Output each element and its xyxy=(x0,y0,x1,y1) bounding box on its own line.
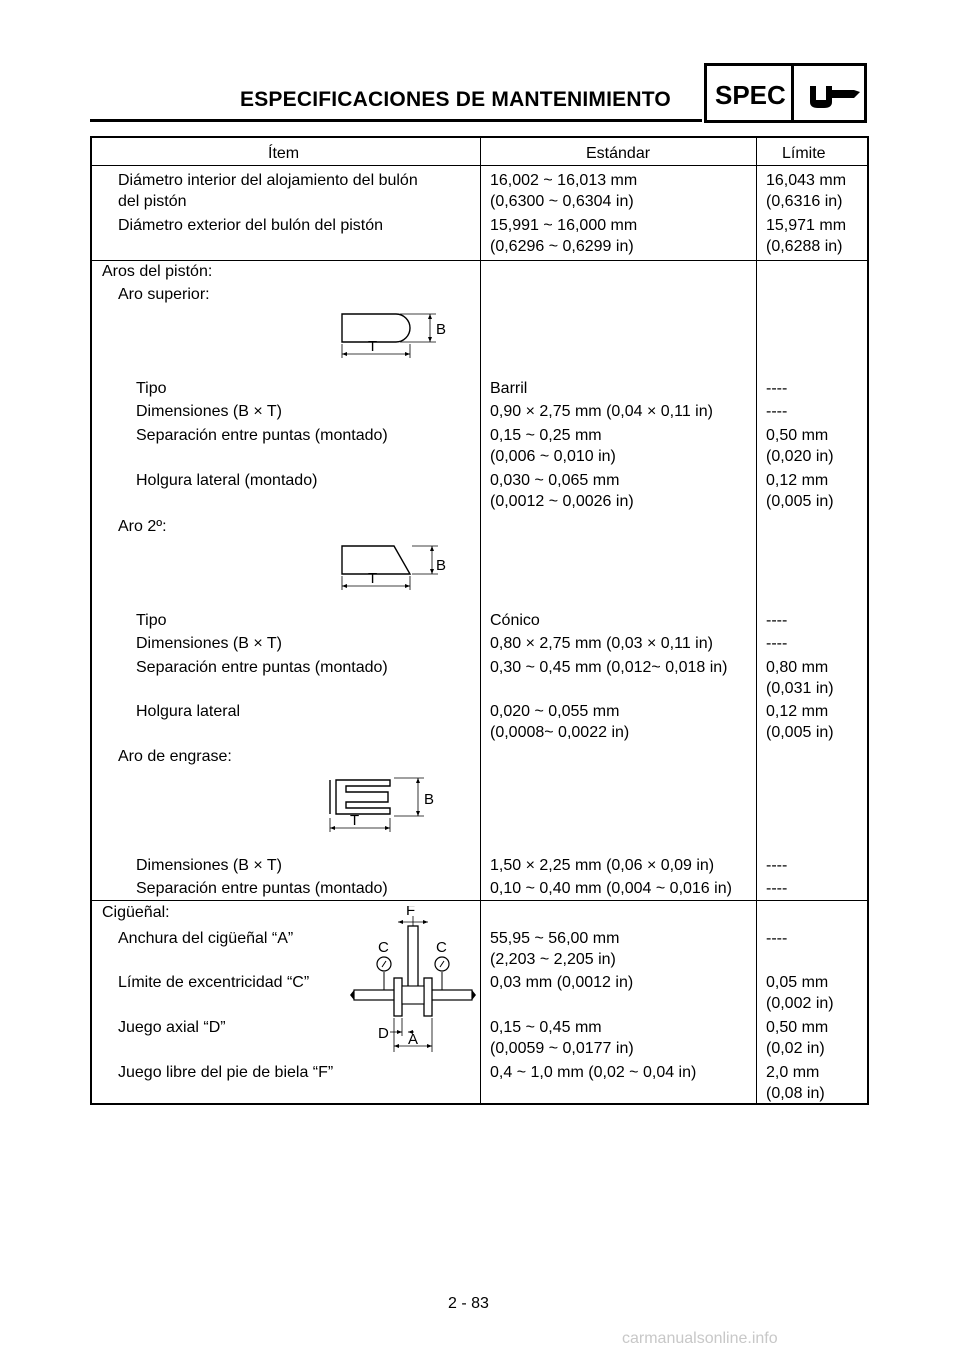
standard-value: (2,203 ~ 2,205 in) xyxy=(490,951,616,968)
spec-divider xyxy=(791,66,794,120)
watermark: carmanualsonline.info xyxy=(622,1330,778,1347)
col-divider xyxy=(756,138,757,1103)
label-a: A xyxy=(408,1031,419,1048)
standard-value: 0,90 × 2,75 mm (0,04 × 0,11 in) xyxy=(490,403,713,420)
dim-label-b: B xyxy=(424,791,435,808)
limit-value: ---- xyxy=(766,635,788,652)
standard-value: 0,020 ~ 0,055 mm xyxy=(490,703,620,720)
header-rule xyxy=(92,165,867,166)
item-text: Separación entre puntas (montado) xyxy=(136,880,388,897)
standard-value: (0,0059 ~ 0,0177 in) xyxy=(490,1040,634,1057)
section-title: Aros del pistón: xyxy=(102,263,213,280)
item-text: Dimensiones (B × T) xyxy=(136,403,282,420)
label-c: C xyxy=(436,939,447,956)
standard-value: 0,10 ~ 0,40 mm (0,004 ~ 0,016 in) xyxy=(490,880,732,897)
standard-value: 15,991 ~ 16,000 mm xyxy=(490,217,638,234)
standard-value: Barril xyxy=(490,380,528,397)
limit-value: 0,05 mm xyxy=(766,974,829,991)
limit-value: 16,043 mm xyxy=(766,172,847,189)
dim-label-b: B xyxy=(436,321,447,338)
limit-value: 2,0 mm xyxy=(766,1064,820,1081)
second-ring-diagram xyxy=(328,540,458,596)
limit-value: 0,12 mm xyxy=(766,703,829,720)
item-text: Juego axial “D” xyxy=(118,1019,226,1036)
limit-value: ---- xyxy=(766,612,788,629)
limit-value: (0,6316 in) xyxy=(766,193,843,210)
subsection-title: Aro 2º: xyxy=(118,518,167,535)
limit-value: (0,02 in) xyxy=(766,1040,825,1057)
dim-label-b: B xyxy=(436,557,447,574)
standard-value: 0,15 ~ 0,25 mm xyxy=(490,427,602,444)
limit-value: ---- xyxy=(766,930,788,947)
item-text: del pistón xyxy=(118,193,187,210)
item-text: Diámetro interior del alojamiento del bulón xyxy=(118,172,418,189)
standard-value: 0,80 × 2,75 mm (0,03 × 0,11 in) xyxy=(490,635,713,652)
standard-value: 0,30 ~ 0,45 mm (0,012~ 0,018 in) xyxy=(490,659,728,676)
standard-value: 55,95 ~ 56,00 mm xyxy=(490,930,620,947)
spec-table xyxy=(90,136,869,1105)
standard-value: (0,0012 ~ 0,0026 in) xyxy=(490,493,634,510)
section-title: Cigüeñal: xyxy=(102,904,170,921)
limit-value: (0,005 in) xyxy=(766,493,834,510)
label-d: D xyxy=(378,1025,389,1042)
standard-value: 1,50 × 2,25 mm (0,06 × 0,09 in) xyxy=(490,857,715,874)
label-f: F xyxy=(406,906,416,919)
item-text: Límite de excentricidad “C” xyxy=(118,974,310,991)
limit-value: 0,80 mm xyxy=(766,659,829,676)
dim-label-t: T xyxy=(368,570,378,587)
item-text: Anchura del cigüeñal “A” xyxy=(118,930,294,947)
page-number: 2 - 83 xyxy=(448,1295,489,1312)
label-c: C xyxy=(378,939,389,956)
oil-ring-diagram xyxy=(320,774,450,840)
limit-value: ---- xyxy=(766,880,788,897)
standard-value: 0,15 ~ 0,45 mm xyxy=(490,1019,602,1036)
item-text: Juego libre del pie de biela “F” xyxy=(118,1064,334,1081)
standard-value: (0,6300 ~ 0,6304 in) xyxy=(490,193,634,210)
col-header-limit: Límite xyxy=(782,145,826,162)
dim-label-t: T xyxy=(350,812,360,829)
title-rule xyxy=(90,119,702,122)
limit-value: (0,031 in) xyxy=(766,680,834,697)
standard-value: 0,030 ~ 0,065 mm xyxy=(490,472,620,489)
item-text: Separación entre puntas (montado) xyxy=(136,427,388,444)
item-text: Holgura lateral (montado) xyxy=(136,472,318,489)
top-ring-diagram xyxy=(328,308,458,366)
crankshaft-diagram xyxy=(350,906,480,1056)
dim-label-t: T xyxy=(368,338,378,355)
col-header-standard: Estándar xyxy=(586,145,651,162)
item-text: Tipo xyxy=(136,380,167,397)
wrench-icon xyxy=(806,80,862,110)
limit-value: ---- xyxy=(766,403,788,420)
col-divider xyxy=(480,138,481,1103)
standard-value: 0,4 ~ 1,0 mm (0,02 ~ 0,04 in) xyxy=(490,1064,697,1081)
limit-value: 15,971 mm xyxy=(766,217,847,234)
limit-value: ---- xyxy=(766,380,788,397)
standard-value: (0,006 ~ 0,010 in) xyxy=(490,448,616,465)
limit-value: (0,6288 in) xyxy=(766,238,843,255)
limit-value: 0,50 mm xyxy=(766,1019,829,1036)
item-text: Dimensiones (B × T) xyxy=(136,857,282,874)
item-text: Separación entre puntas (montado) xyxy=(136,659,388,676)
limit-value: ---- xyxy=(766,857,788,874)
standard-value: Cónico xyxy=(490,612,540,629)
item-text: Diámetro exterior del bulón del pistón xyxy=(118,217,384,234)
spec-label: SPEC xyxy=(715,80,786,110)
limit-value: (0,005 in) xyxy=(766,724,834,741)
limit-value: 0,12 mm xyxy=(766,472,829,489)
standard-value: (0,0008~ 0,0022 in) xyxy=(490,724,630,741)
row-rule xyxy=(92,900,867,901)
limit-value: 0,50 mm xyxy=(766,427,829,444)
subsection-title: Aro de engrase: xyxy=(118,748,232,765)
col-header-item: Ítem xyxy=(268,145,300,162)
item-text: Dimensiones (B × T) xyxy=(136,635,282,652)
limit-value: (0,020 in) xyxy=(766,448,834,465)
standard-value: (0,6296 ~ 0,6299 in) xyxy=(490,238,634,255)
spec-badge xyxy=(704,63,867,123)
standard-value: 16,002 ~ 16,013 mm xyxy=(490,172,638,189)
item-text: Tipo xyxy=(136,612,167,629)
standard-value: 0,03 mm (0,0012 in) xyxy=(490,974,634,991)
subsection-title: Aro superior: xyxy=(118,286,210,303)
page-title: ESPECIFICACIONES DE MANTENIMIENTO xyxy=(240,88,671,111)
item-text: Holgura lateral xyxy=(136,703,241,720)
limit-value: (0,002 in) xyxy=(766,995,834,1012)
limit-value: (0,08 in) xyxy=(766,1085,825,1102)
